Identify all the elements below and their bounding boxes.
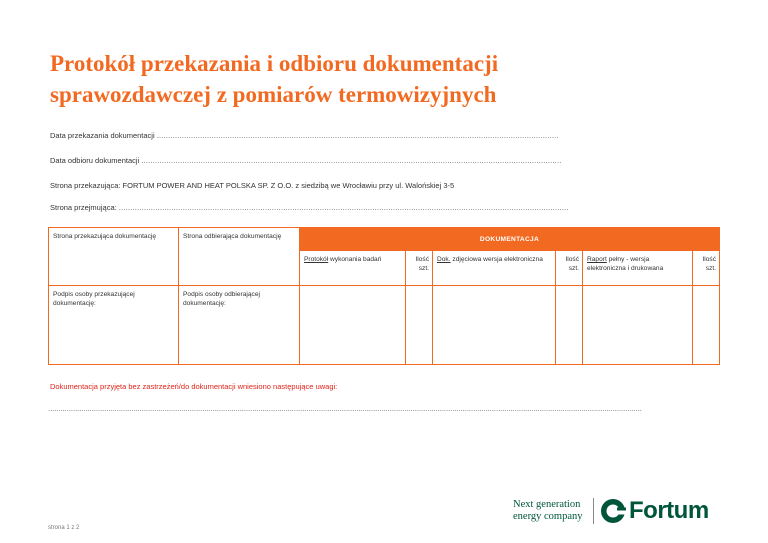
tagline-line-2: energy company (513, 511, 583, 522)
protocol-qty-header: Ilość szt. (406, 251, 433, 286)
photo-doc-cell (433, 286, 556, 365)
notes-line: ............................................................................................................................................................................................................................................................................................. (48, 404, 642, 413)
report-rest: pełny - wersja elektroniczna i drukowana (587, 256, 664, 272)
receipt-date-field: Data odbioru dokumentacji ........................................................................................................................................................................................ (50, 156, 562, 165)
signature-receiving-label: Podpis osoby odbierającej dokumentację: (183, 291, 260, 307)
report-qty-header: Ilość szt. (693, 251, 720, 286)
page-number: strona 1 z 2 (48, 525, 80, 531)
documentation-table (48, 227, 720, 365)
handing-side-label: Strona przekazująca dokumentację (53, 233, 156, 240)
report-header (583, 251, 693, 286)
fortum-logo-icon (600, 498, 626, 524)
receiving-party-field: Strona przejmująca: ..................................................................................................................................................................................................... (50, 203, 569, 212)
protocol-qty-cell (406, 286, 433, 365)
signature-handing-label: Podpis osoby przekazującej dokumentację: (53, 291, 135, 307)
handing-party-label: Strona przekazująca: FORTUM POWER AND HEAT POLSKA SP. Z O.O. z siedzibą we Wrocławiu przy ul. Walońskiej 3-5 (50, 181, 455, 190)
handover-date-field: Data przekazania dokumentacji ................................................................................................................................................................................ (50, 131, 559, 140)
protocol-word: Protokół (304, 256, 329, 263)
report-cell (583, 286, 693, 365)
notes-label: Dokumentacja przyjęta bez zastrzeżeń/do dokumentacji wniesiono następujące uwagi: (50, 382, 338, 391)
signature-handing-cell (49, 286, 179, 365)
photo-doc-qty-header: Ilość szt. (556, 251, 583, 286)
footer-divider (593, 498, 594, 524)
logo-wordmark: Fortum (629, 497, 709, 524)
receiving-side-label: Strona odbierająca dokumentację (183, 233, 282, 240)
title-line-1: Protokół przekazania i odbioru dokumentacji (50, 51, 499, 76)
tagline-line-1: Next generation (513, 499, 581, 510)
handing-side-cell (49, 228, 179, 286)
report-word: Raport (587, 256, 607, 263)
document-title (50, 48, 690, 110)
signature-receiving-cell (179, 286, 300, 365)
documentation-header: DOKUMENTACJA (300, 228, 720, 251)
receiving-side-cell (179, 228, 300, 286)
handing-party-field (50, 181, 454, 190)
photo-doc-word: Dok. (437, 256, 451, 263)
receiving-party-label: Strona przejmująca: (50, 203, 117, 212)
fortum-logo (600, 496, 709, 526)
photo-doc-qty-cell (556, 286, 583, 365)
photo-doc-rest: zdjęciowa wersja elektroniczna (450, 256, 543, 263)
title-line-2: sprawozdawczej z pomiarów termowizyjnych (50, 82, 497, 107)
protocol-rest: wykonania badań (328, 256, 382, 263)
report-qty-cell (693, 286, 720, 365)
handover-date-label: Data przekazania dokumentacji (50, 131, 155, 140)
protocol-header (300, 251, 406, 286)
company-tagline (513, 499, 583, 523)
receipt-date-label: Data odbioru dokumentacji (50, 156, 140, 165)
photo-doc-header (433, 251, 556, 286)
protocol-cell (300, 286, 406, 365)
